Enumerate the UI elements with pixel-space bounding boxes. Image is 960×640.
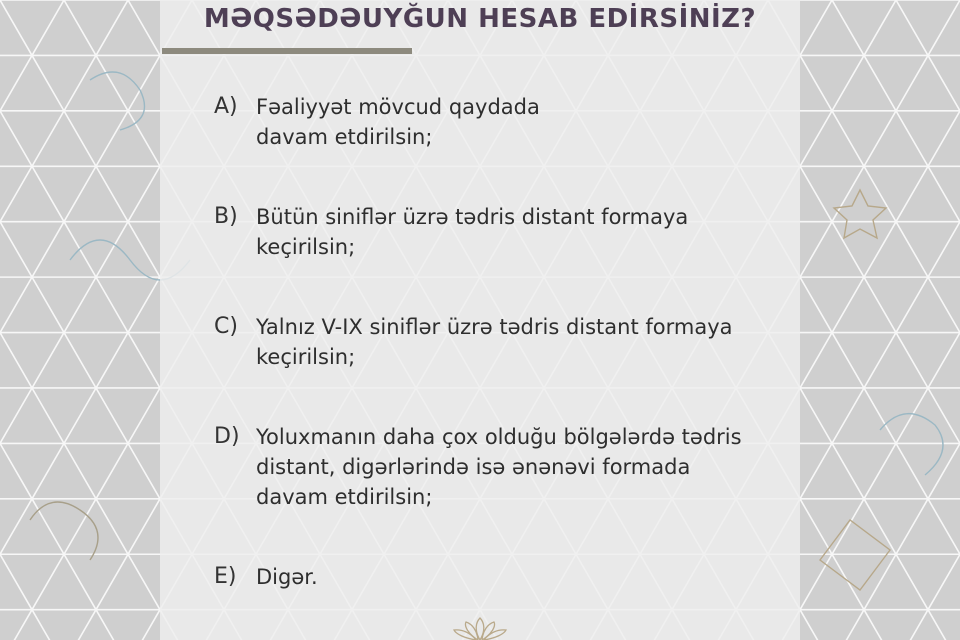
option-d [214,422,774,512]
option-letter: B) [214,204,238,229]
option-letter: A) [214,94,238,119]
lotus-emblem-icon [444,616,516,640]
option-letter: E) [214,564,237,589]
option-text: Yalnız V-IX siniflər üzrə tədris distant formaya keçirilsin; [256,315,733,369]
option-b [214,202,774,262]
answer-options [214,92,774,592]
option-letter: C) [214,314,238,339]
question-title: MƏQSƏDƏUYĞUN HESAB EDİRSİNİZ? [203,4,757,34]
title-underline [162,48,412,54]
option-e [214,562,774,592]
option-text: Digər. [256,565,318,589]
option-text: Fəaliyyət mövcud qaydada davam etdirilsin; [256,95,540,149]
option-letter: D) [214,424,240,449]
option-c [214,312,774,372]
option-text: Yoluxmanın daha çox olduğu bölgələrdə tədris distant, digərlərində isə ənənəvi formada davam etdirilsin; [256,425,742,509]
option-a [214,92,774,152]
option-text: Bütün siniflər üzrə tədris distant formaya keçirilsin; [256,205,689,259]
